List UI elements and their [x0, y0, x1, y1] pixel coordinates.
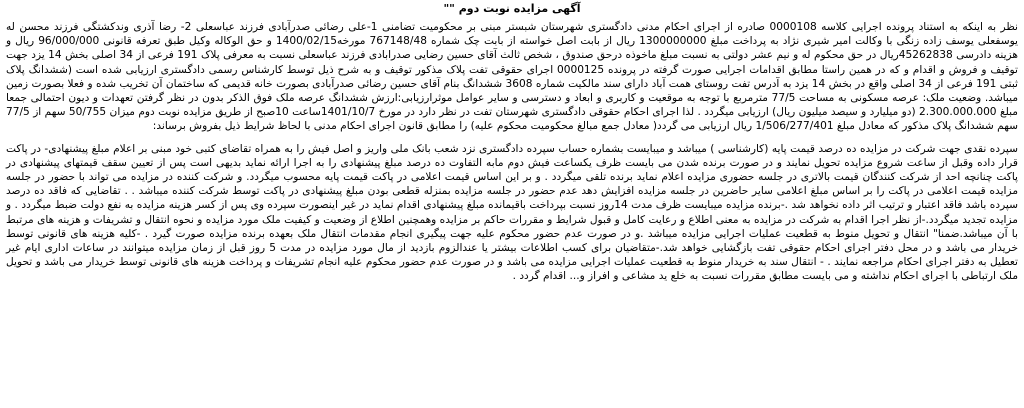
notice-paragraph-auction-conditions: سپرده نقدی جهت شرکت در مزایده ده درصد قیمت پایه (کارشناسی ) میباشد و میبایست بشماره حساب سپرده دادگستری نزد شعب بانک ملی واریز و اصل فیش را به همراه تقاضای کتبی خود مبنی بر اعلام مبلغ پیشنهادی- در پاکت قرار داده وقبل از ساعت شروع مزایده تحویل نمایند و در صورت برنده شدن می بایست ظرف یکساعت فیش دوم مابه التفاوت ده درصد مبلغ پیشنهادی را به اجرا ارائه نماید بدیهی است پس از تعیین سقف قیمتهای پیشنهادی در پاکت چنانچه احد از شرکت کنندگان قیمت بالاتری در جلسه حضوری مزایده اعلام نماید برنده تلقی میگردد . و بر این اساس قیمت اعلامی در پاکت قیمت پایه محسوب میگردد. و شرکت کننده در مزایده می تواند با حضور در جلسه مزایده قیمت اعلامی در پاکت را بر اساس مبلغ اعلامی سایر حاضرین در جلسه مزایده افزایش دهد عدم حضور در جلسه مزایده بمنزله قطعی بودن مبلغ پیشنهادی در پاکت توسط شرکت کننده میباشد . . تقاضایی که فاقد ده درصد سپرده باشد فاقد اعتبار و ترتیب اثر داده نخواهد شد .-برنده مزایده میبایست ظرف مدت 14روز نسبت بپرداخت باقیمانده مبلغ پیشنهادی اقدام نماید در غیر اینصورت سپرده وی پس از کسر هزینه مزایده به نفع دولت ضبط میگردد . و مزایده تجدید میگردد.-از نظر اجرا اقدام به شرکت در مزایده به معنی اطلاع و رعایت کامل و قبول شرایط و مقررات حاکم بر مزایده وهمچنین اطلاع از وضعیت و کیفیت ملک مورد مزایده و نحوه انتقال و تشریفات و هزینه های مرتبط با آن میباشد.ضمنا" انتقال و تحویل منوط به قطعیت عملیات اجرایی مزایده میباشد .و در صورت عدم حضور محکوم علیه جهت پیگیری انجام مقدمات انتقال ملک بعهده برنده مزایده صورت گیرد . -کلیه هزینه های قانونی توسط خریدار می باشد و در محل دفتر اجرای احکام حقوقی تفت بازگشایی خواهد شد.-متقاضیان برای کسب اطلاعات بیشتر یا عندالزوم بازدید از مال مورد مزایده در مدت 5 روز قبل از زمان مزایده میتوانند در ساعات اداری ایام غیر تعطیل به دفتر اجرای احکام مراجعه نمایند . - انتقال سند به خریدار منوط به قطعیت عملیات اجرایی مزایده می باشد و در صورت عدم حضور محکوم علیه انجام تشریفات و پرداخت هزینه های قانونی توسط خریدار می باشد و تحویل ملک ارتباطی با اجرای احکام نداشته و می بایست مطابق مقررات نسبت به خلع ید مشاعی و افراز و... اقدام گردد . [6, 142, 1018, 283]
notice-title: آگهی مزایده نوبت دوم "" [443, 2, 581, 15]
auction-notice [6, 2, 1018, 284]
notice-paragraph-case-details: نظر به اینکه به استناد پرونده اجرایی کلاسه 0000108 صادره از اجرای احکام مدنی دادگستری شهرستان شبستر مبنی بر محکومیت تضامنی 1-علی رضائی صدرآبادی فرزند عباسعلی 2- رضا آذری وندکشتگی فرزند محسن له یوسفعلی یوسف زاده زنگی با وکالت امیر شیری نژاد به پرداخت مبلغ 1300000000 ریال از بابت اصل خواسته از بابت چک شماره 767148/48 مورخه1400/02/15 و حق الوکاله وکیل طبق تعرفه قانونی 96/000/000 ریال و هزینه دادرسی 45262838ریال در حق محکوم له و نیم عشر دولتی به نسبت مبلغ ماخوذه درحق صندوق ، شخص ثالث آقای حسین رضایی صدرابادی فرزند عباسعلی نسبت به معرفی پلاک 191 فرعی از 34 اصلی بخش 14 یزد جهت توقیف و فروش و اقدام و که در همین راستا مطابق اقدامات اجرایی صورت گرفته در پرونده 0000125 اجرای حقوقی تفت پلاک مذکور توقیف و به شرح ذیل توسط کارشناس رسمی دادگستری ارزیابی شده است (ششدانگ پلاک ثبتی 191 فرعی از 34 اصلی واقع در بخش 14 یزد به آدرس تفت روستای همت آباد دارای سند مالکیت شماره 3608 ششدانگ بنام آقای حسین رضائی صدرآبادی بصورت خانه قدیمی که ساختمان آن تخریب شده و فعلا بصورت زمین میباشد. وضعیت ملک: عرصه مسکونی به مساحت 77/5 مترمربع با توجه به موقعیت و کاربری و ابعاد و دسترسی و سایر عوامل موثرارزیابی:ارزش ششدانگ عرصه ملک فوق الذکر بدون در نظر گرفتن تعهدات و دیون احتمالی جمعا مبلغ 2.300.000.000 (دو میلیارد و سیصد میلیون ریال) ارزیابی میگردد . لذا اجرای احکام حقوقی دادگستری شهرستان تفت در نظر دارد در مورخ 1401/10/7ساعت 10صبح از طریق مزایده نوبت دوم میزان 50/755 سهم از 77/5 سهم ششدانگ پلاک مذکور که معادل مبلغ 1/506/277/401 ریال ارزیابی می گردد( معادل جمع مبالغ محکومیت محکوم علیه) را مطابق قانون اجرای احکام مدنی با لحاظ شرایط ذیل بفروش برساند: [6, 21, 1019, 133]
